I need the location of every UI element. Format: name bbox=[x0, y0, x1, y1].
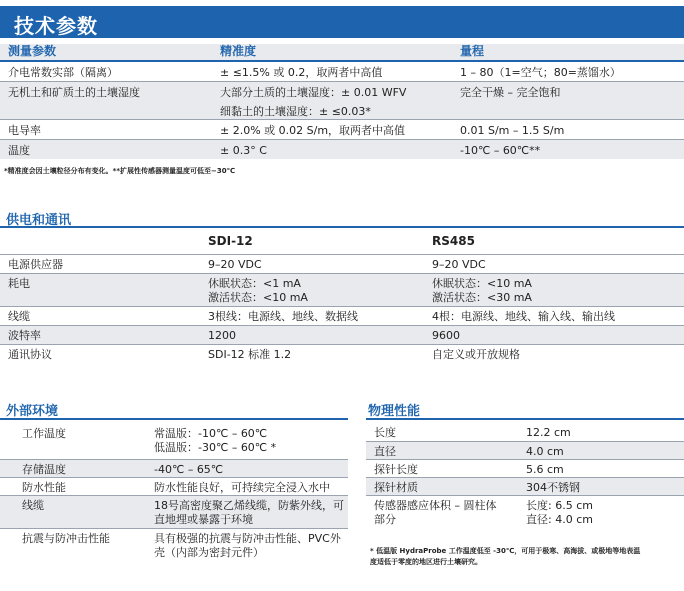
label-line: 传感器感应体积 – 圆柱体 bbox=[374, 498, 497, 512]
value-line: 直径: 4.0 cm bbox=[526, 512, 593, 526]
param-cell: 无机土和矿质土的土壤湿度 bbox=[0, 81, 212, 119]
row-label: 长度 bbox=[366, 423, 518, 441]
measurement-footnote: *精准度会因土壤粒径分布有变化。**扩展性传感器测量温度可低至−30℃ bbox=[4, 167, 236, 175]
accuracy-line: 细黏土的土壤湿度：± ≤0.03* bbox=[220, 104, 371, 118]
table-row bbox=[366, 459, 684, 477]
table-row bbox=[0, 119, 684, 139]
table-row bbox=[0, 306, 684, 325]
row-label: 防水性能 bbox=[0, 477, 146, 495]
page-header bbox=[0, 6, 684, 38]
param-cell: 介电常数实部（隔离） bbox=[0, 61, 212, 81]
row-label: 探针长度 bbox=[366, 459, 518, 477]
value-cell bbox=[146, 495, 348, 528]
table-row bbox=[0, 459, 348, 477]
physical-footnote bbox=[370, 546, 640, 568]
sdi-cell: 1200 bbox=[200, 325, 424, 344]
table-row bbox=[0, 61, 684, 81]
environment-section-title: 外部环境 bbox=[6, 404, 59, 419]
column-header: 量程 bbox=[452, 44, 684, 61]
rs485-line: 休眠状态：<10 mA bbox=[432, 276, 532, 290]
value-line: 常温版：-10℃ – 60℃ bbox=[154, 427, 268, 440]
table-row bbox=[0, 423, 348, 459]
measurement-header-row bbox=[0, 44, 684, 61]
row-label: 线缆 bbox=[0, 306, 200, 325]
table-row bbox=[366, 495, 684, 528]
table-row bbox=[0, 81, 684, 119]
row-label: 探针材质 bbox=[366, 477, 518, 495]
accuracy-cell: ± 2.0% 或 0.02 S/m，取两者中高值 bbox=[212, 119, 452, 139]
row-label: 通讯协议 bbox=[8, 347, 52, 361]
value-cell: 防水性能良好，可持续完全浸入水中 bbox=[146, 477, 348, 495]
column-header: RS485 bbox=[424, 232, 684, 254]
table-row bbox=[366, 423, 684, 441]
table-row bbox=[0, 477, 348, 495]
value-cell: 12.2 cm bbox=[518, 423, 684, 441]
sdi-cell: 3根线：电源线、地线、数据线 bbox=[200, 306, 424, 325]
physical-section-title: 物理性能 bbox=[368, 404, 421, 419]
table-row bbox=[366, 441, 684, 459]
environment-table bbox=[0, 423, 348, 562]
value-cell: 5.6 cm bbox=[518, 459, 684, 477]
accuracy-cell: ± 0.3° C bbox=[220, 143, 267, 157]
table-row bbox=[0, 325, 684, 344]
table-row bbox=[366, 477, 684, 495]
value-cell bbox=[146, 423, 348, 459]
column-header bbox=[0, 232, 200, 254]
table-row bbox=[0, 139, 684, 159]
power-header-row bbox=[0, 232, 684, 254]
sdi-cell bbox=[200, 273, 424, 306]
page-title: 技术参数 bbox=[14, 14, 98, 38]
power-section-title: 供电和通讯 bbox=[6, 213, 72, 228]
value-cell bbox=[146, 528, 348, 562]
sdi-cell: SDI-12 标准 1.2 bbox=[208, 347, 292, 361]
range-cell: 完全干燥 – 完全饱和 bbox=[452, 81, 684, 119]
value-cell: 4.0 cm bbox=[518, 441, 684, 459]
row-label: 直径 bbox=[366, 441, 518, 459]
power-table bbox=[0, 232, 684, 363]
measurement-table bbox=[0, 44, 684, 159]
value-line: 低温版：-30℃ – 60℃ * bbox=[154, 441, 277, 454]
param-cell: 电导率 bbox=[0, 119, 212, 139]
accuracy-cell: ± ≤1.5% 或 0.2，取两者中高值 bbox=[212, 61, 452, 81]
sdi-cell: 9–20 VDC bbox=[200, 254, 424, 273]
table-row bbox=[0, 254, 684, 273]
accuracy-line: 大部分土质的土壤湿度：± 0.01 WFV bbox=[220, 85, 407, 99]
range-cell: 0.01 S/m – 1.5 S/m bbox=[452, 119, 684, 139]
rs485-cell: 自定义或开放规格 bbox=[432, 347, 520, 361]
value-line: 具有极强的抗震与防冲击性能、PVC外 bbox=[154, 531, 341, 545]
label-line: 部分 bbox=[374, 512, 396, 526]
value-cell: -40℃ – 65℃ bbox=[146, 459, 348, 477]
column-header: 测量参数 bbox=[0, 44, 212, 61]
accuracy-cell bbox=[212, 81, 452, 119]
row-label: 波特率 bbox=[0, 325, 200, 344]
row-label bbox=[366, 495, 518, 528]
rs485-cell: 9600 bbox=[424, 325, 684, 344]
section-divider bbox=[0, 226, 684, 228]
table-row bbox=[0, 495, 348, 528]
rs485-cell bbox=[424, 273, 684, 306]
rs485-cell: 9–20 VDC bbox=[424, 254, 684, 273]
value-cell: 304不锈钢 bbox=[518, 477, 684, 495]
row-label: 工作温度 bbox=[0, 423, 146, 459]
row-label: 电源供应器 bbox=[0, 254, 200, 273]
row-label: 抗震与防冲击性能 bbox=[22, 531, 110, 545]
table-row bbox=[0, 528, 348, 562]
table-row bbox=[0, 273, 684, 306]
section-divider bbox=[0, 418, 348, 420]
row-label: 存储温度 bbox=[0, 459, 146, 477]
range-cell: -10℃ – 60℃** bbox=[460, 143, 541, 157]
param-cell: 温度 bbox=[8, 143, 30, 157]
footnote-line: * 低温版 HydraProbe 工作温度低至 -30℃，可用于极寒、高海拔、或极地等地表温 bbox=[370, 547, 641, 555]
section-divider bbox=[366, 418, 684, 420]
rs485-line: 激活状态：<30 mA bbox=[432, 290, 532, 304]
footnote-line: 度适低于零度的地区进行土壤研究。 bbox=[370, 558, 482, 566]
value-cell bbox=[518, 495, 684, 528]
range-cell: 1 – 80（1=空气；80=蒸馏水） bbox=[452, 61, 684, 81]
value-line: 长度: 6.5 cm bbox=[526, 498, 593, 512]
physical-table bbox=[366, 423, 684, 528]
row-label: 耗电 bbox=[0, 273, 200, 306]
rs485-cell: 4根：电源线、地线、输入线、输出线 bbox=[424, 306, 684, 325]
row-label: 线缆 bbox=[0, 495, 146, 528]
column-header: 精准度 bbox=[212, 44, 452, 61]
value-line: 直地埋或暴露于环境 bbox=[154, 512, 253, 526]
table-row bbox=[0, 344, 684, 363]
value-line: 18号高密度聚乙烯线缆，防紫外线，可 bbox=[154, 498, 344, 512]
column-header: SDI-12 bbox=[200, 232, 424, 254]
sdi-line: 激活状态：<10 mA bbox=[208, 290, 308, 304]
sdi-line: 休眠状态：<1 mA bbox=[208, 276, 301, 290]
value-line: 壳（内部为密封元件） bbox=[154, 545, 264, 559]
